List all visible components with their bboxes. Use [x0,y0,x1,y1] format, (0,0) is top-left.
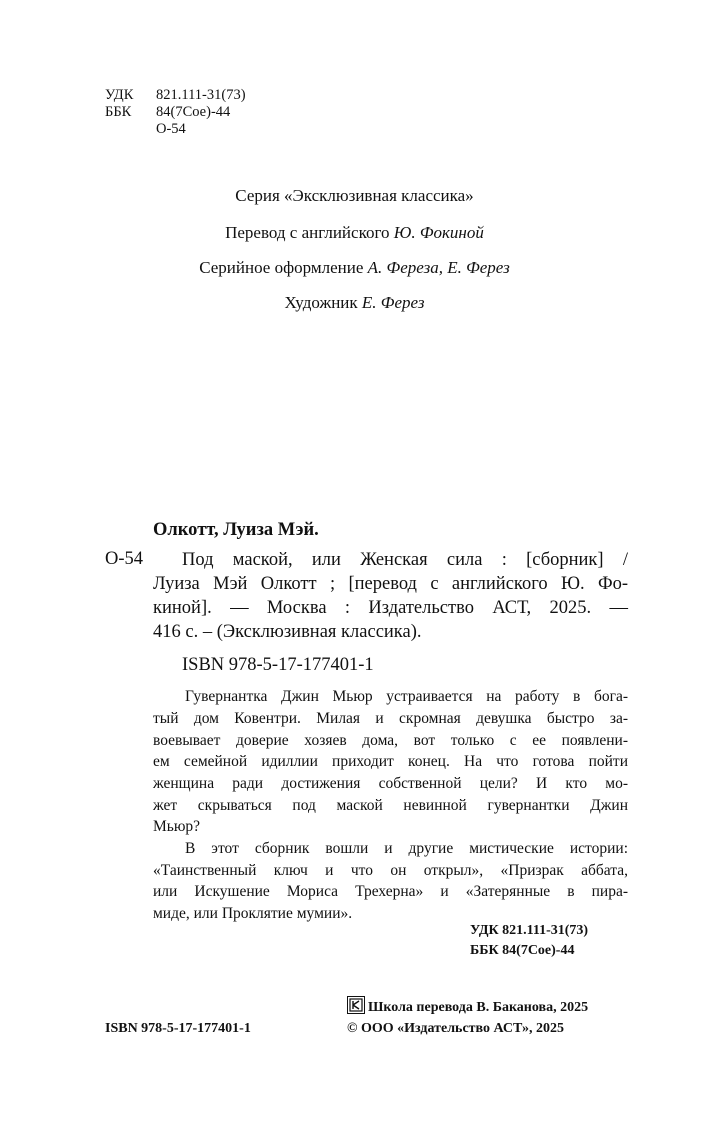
designer-name: А. Фереза, Е. Ферез [367,258,510,277]
design-prefix: Серийное оформление [199,258,368,277]
copyright-publisher: © ООО «Издательство АСТ», 2025 [347,1021,565,1036]
artist-name: Е. Ферез [361,293,425,312]
bib-line-4: 416 с. – (Эксклюзивная классика). [153,622,422,642]
annotation-line-8: В этот сборник вошли и другие мистические истории: [185,840,628,857]
annotation-line-7: Мьюр? [153,818,201,835]
udk-label: УДК [105,87,134,103]
bib-line-1: Под маской, или Женская сила : [сборник] / [182,550,628,570]
isbn-record: ISBN 978-5-17-177401-1 [182,655,374,675]
annotation-line-9: «Таинственный ключ и что он открыл», «Призрак аббата, [153,862,628,879]
annotation-line-3: воевывает доверие хозяев дома, вот только с ее появлени- [153,732,628,749]
udk-value: 821.111-31(73) [156,87,246,103]
author-mark-top: О-54 [156,121,186,137]
author-heading: Олкотт, Луиза Мэй. [153,520,319,540]
translation-prefix: Перевод с английского [225,223,394,242]
artist-line [0,293,709,313]
annotation-line-10: или Искушение Мориса Трехерна» и «Затерянные в пира- [153,883,628,900]
annotation-line-4: ем семейной идиллии приходит конец. На что готова пойти [153,753,628,770]
bib-line-2: Луиза Мэй Олкотт ; [перевод с английского Ю. Фо- [153,574,628,594]
classification-block [105,87,305,138]
annotation-line-2: тый дом Ковентри. Милая и скромная девушка быстро за- [153,710,628,727]
bbk-label: ББК [105,104,132,120]
translator-name: Ю. Фокиной [393,223,484,242]
copyright-school: Школа перевода В. Баканова, 2025 [368,1000,589,1015]
author-mark: О-54 [105,549,144,569]
series-line: Серия «Эксклюзивная классика» [235,186,474,205]
bib-line-3: киной]. — Москва : Издательство АСТ, 2025. — [153,598,628,618]
bbk-value: 84(7Сое)-44 [156,104,231,120]
publisher-logo-icon [347,996,365,1014]
translation-line [0,223,709,243]
annotation-line-1: Гувернантка Джин Мьюр устраивается на работу в бога- [185,688,628,705]
annotation-line-5: женщина ради достижения собственной цели? И кто мо- [153,775,628,792]
artist-prefix: Художник [284,293,362,312]
design-line [0,258,709,278]
annotation-line-6: жет скрываться под маской невинной гувернантки Джин [153,797,628,814]
bottom-udk: УДК 821.111-31(73) [470,923,589,938]
bottom-bbk: ББК 84(7Сое)-44 [470,943,575,958]
footer-isbn: ISBN 978-5-17-177401-1 [105,1021,251,1036]
annotation-line-11: миде, или Проклятие мумии». [153,905,353,922]
